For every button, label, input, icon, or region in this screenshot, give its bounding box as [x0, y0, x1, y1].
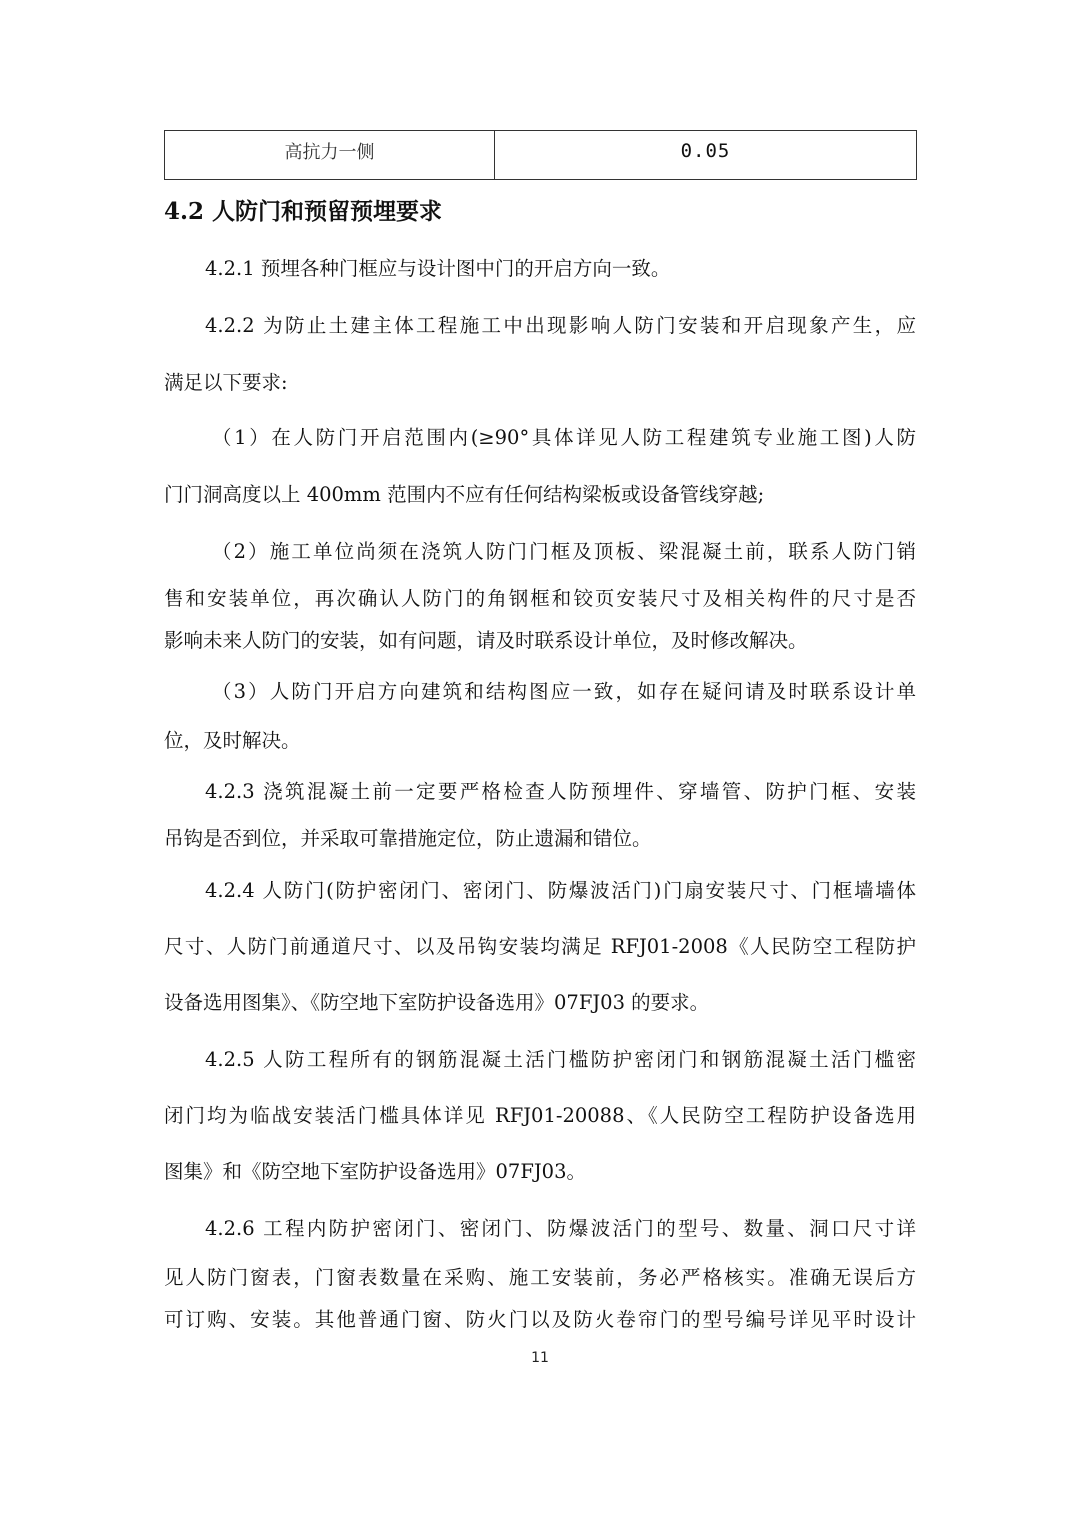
- clause-4-2-2-line-1: 4.2.2 为防止土建主体工程施工中出现影响人防门安装和开启现象产生，应: [205, 314, 916, 337]
- clause-4-2-6-line-2: 见人防门窗表，门窗表数量在采购、施工安装前，务必严格核实。准确无误后方: [164, 1266, 916, 1289]
- clause-4-2-2-line-2: 满足以下要求:: [164, 371, 288, 394]
- clause-4-2-4-line-1: 4.2.4 人防门(防护密闭门、密闭门、防爆波活门)门扇安装尺寸、门框墙墙体: [205, 879, 916, 902]
- clause-4-2-5-line-1: 4.2.5 人防工程所有的钢筋混凝土活门槛防护密闭门和钢筋混凝土活门槛密: [205, 1048, 916, 1071]
- clause-4-2-1: 4.2.1 预埋各种门框应与设计图中门的开启方向一致。: [205, 257, 671, 280]
- clause-4-2-3-line-2: 吊钩是否到位，并采取可靠措施定位，防止遗漏和错位。: [164, 827, 652, 850]
- clause-4-2-5-line-3: 图集》和《防空地下室防护设备选用》07FJ03。: [164, 1160, 586, 1183]
- clause-4-2-5-line-2: 闭门均为临战安装活门槛具体详见 RFJ01-20088、《人民防空工程防护设备选用: [164, 1104, 916, 1127]
- item-2-line-2: 售和安装单位，再次确认人防门的角钢框和铰页安装尺寸及相关构件的尺寸是否: [164, 587, 916, 610]
- item-1-line-1: （1）在人防门开启范围内(≥90°具体详见人防工程建筑专业施工图)人防: [212, 426, 916, 449]
- table-cell-value: 0.05: [680, 140, 731, 162]
- parameter-table: [164, 130, 917, 180]
- clause-4-2-6-line-3: 可订购、安装。其他普通门窗、防火门以及防火卷帘门的型号编号详见平时设计: [164, 1308, 916, 1331]
- item-3-line-1: （3）人防门开启方向建筑和结构图应一致，如存在疑问请及时联系设计单: [212, 680, 916, 703]
- clause-4-2-4-line-2: 尺寸、人防门前通道尺寸、以及吊钩安装均满足 RFJ01-2008《人民防空工程防护: [164, 935, 916, 958]
- clause-4-2-3-line-1: 4.2.3 浇筑混凝土前一定要严格检查人防预埋件、穿墙管、防护门框、安装: [205, 780, 916, 803]
- section-heading: 4.2 人防门和预留预埋要求: [164, 198, 443, 225]
- page-number: 11: [531, 1350, 549, 1366]
- table-cell-label: 高抗力一侧: [165, 131, 495, 179]
- item-2-line-3: 影响未来人防门的安装，如有问题，请及时联系设计单位，及时修改解决。: [164, 629, 808, 652]
- clause-4-2-4-line-3: 设备选用图集》、《防空地下室防护设备选用》07FJ03 的要求。: [164, 991, 710, 1014]
- item-2-line-1: （2）施工单位尚须在浇筑人防门门框及顶板、梁混凝土前，联系人防门销: [212, 540, 916, 563]
- item-1-line-2: 门门洞高度以上 400mm 范围内不应有任何结构梁板或设备管线穿越;: [164, 483, 765, 506]
- clause-4-2-6-line-1: 4.2.6 工程内防护密闭门、密闭门、防爆波活门的型号、数量、洞口尺寸详: [205, 1217, 916, 1240]
- item-3-line-2: 位，及时解决。: [164, 729, 301, 752]
